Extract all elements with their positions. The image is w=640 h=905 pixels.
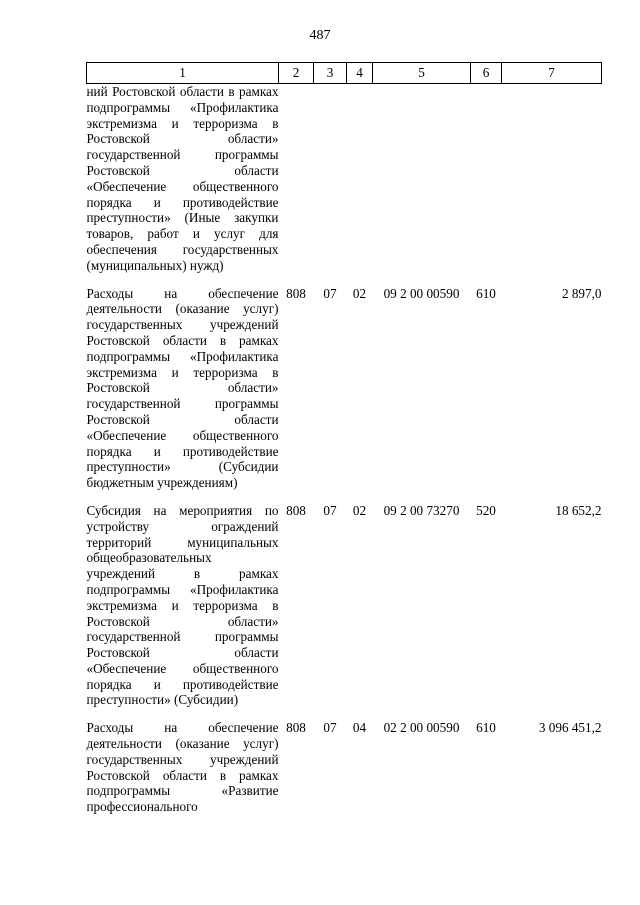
section-code: 07 bbox=[323, 720, 337, 736]
table-header-row bbox=[87, 63, 602, 84]
ministry-code: 808 bbox=[286, 720, 306, 736]
subsection-code: 02 bbox=[352, 502, 367, 518]
expense-type-code: 610 bbox=[476, 720, 496, 736]
table-row bbox=[87, 84, 602, 286]
ministry-code: 808 bbox=[286, 502, 306, 518]
ministry-code: 808 bbox=[286, 285, 306, 301]
table-row bbox=[87, 503, 602, 720]
column-header: 2 bbox=[279, 63, 314, 84]
target-code: 02 2 00 00590 bbox=[383, 720, 460, 736]
amount: 3 096 451,2 bbox=[538, 720, 602, 736]
target-code bbox=[373, 84, 471, 286]
amount bbox=[502, 84, 602, 286]
ministry-code bbox=[279, 84, 314, 286]
section-code bbox=[314, 84, 347, 286]
budget-table bbox=[86, 62, 602, 827]
section-code: 07 bbox=[323, 285, 337, 301]
column-header: 3 bbox=[314, 63, 347, 84]
table-row bbox=[87, 286, 602, 503]
section-code: 07 bbox=[323, 502, 337, 518]
column-header: 7 bbox=[502, 63, 602, 84]
amount: 18 652,2 bbox=[555, 502, 602, 518]
expense-type-code: 520 bbox=[476, 502, 496, 518]
page-number: 487 bbox=[309, 28, 331, 43]
table-row bbox=[87, 720, 602, 827]
subsection-code bbox=[347, 84, 373, 286]
row-description: ний Ростовской области в рамках подпрограммы «Профилактика экстремизма и терроризма в Ростовской области» государственной программы Ростовской области «Обеспечение общественного порядка и противодействие преступности» (Иные закупки товаров, работ и услуг для обеспечения государственных (муниципальных) нужд) bbox=[86, 84, 279, 273]
subsection-code: 02 bbox=[352, 285, 367, 301]
subsection-code: 04 bbox=[352, 720, 367, 736]
row-description: Расходы на обеспечение деятельности (оказание услуг) государственных учреждений Ростовской области в рамках подпрограммы «Развитие профессионального bbox=[86, 720, 279, 815]
column-header: 5 bbox=[373, 63, 471, 84]
column-header: 4 bbox=[347, 63, 373, 84]
column-header: 6 bbox=[471, 63, 502, 84]
target-code: 09 2 00 00590 bbox=[383, 285, 460, 301]
amount: 2 897,0 bbox=[561, 285, 602, 301]
row-description: Субсидия на мероприятия по устройству ограждений территорий муниципальных общеобразовательных учреждений в рамках подпрограммы «Профилактика экстремизма и терроризма в Ростовской области» государственной программы Ростовской области «Обеспечение общественного порядка и противодействие преступности» (Субсидии) bbox=[86, 502, 279, 708]
expense-type-code bbox=[471, 84, 502, 286]
expense-type-code: 610 bbox=[476, 285, 496, 301]
column-header: 1 bbox=[87, 63, 279, 84]
target-code: 09 2 00 73270 bbox=[383, 502, 460, 518]
row-description: Расходы на обеспечение деятельности (оказание услуг) государственных учреждений Ростовской области в рамках подпрограммы «Профилактика экстремизма и терроризма в Ростовской области» государственной программы Ростовской области «Обеспечение общественного порядка и противодействие преступности» (Субсидии бюджетным учреждениям) bbox=[86, 285, 279, 491]
